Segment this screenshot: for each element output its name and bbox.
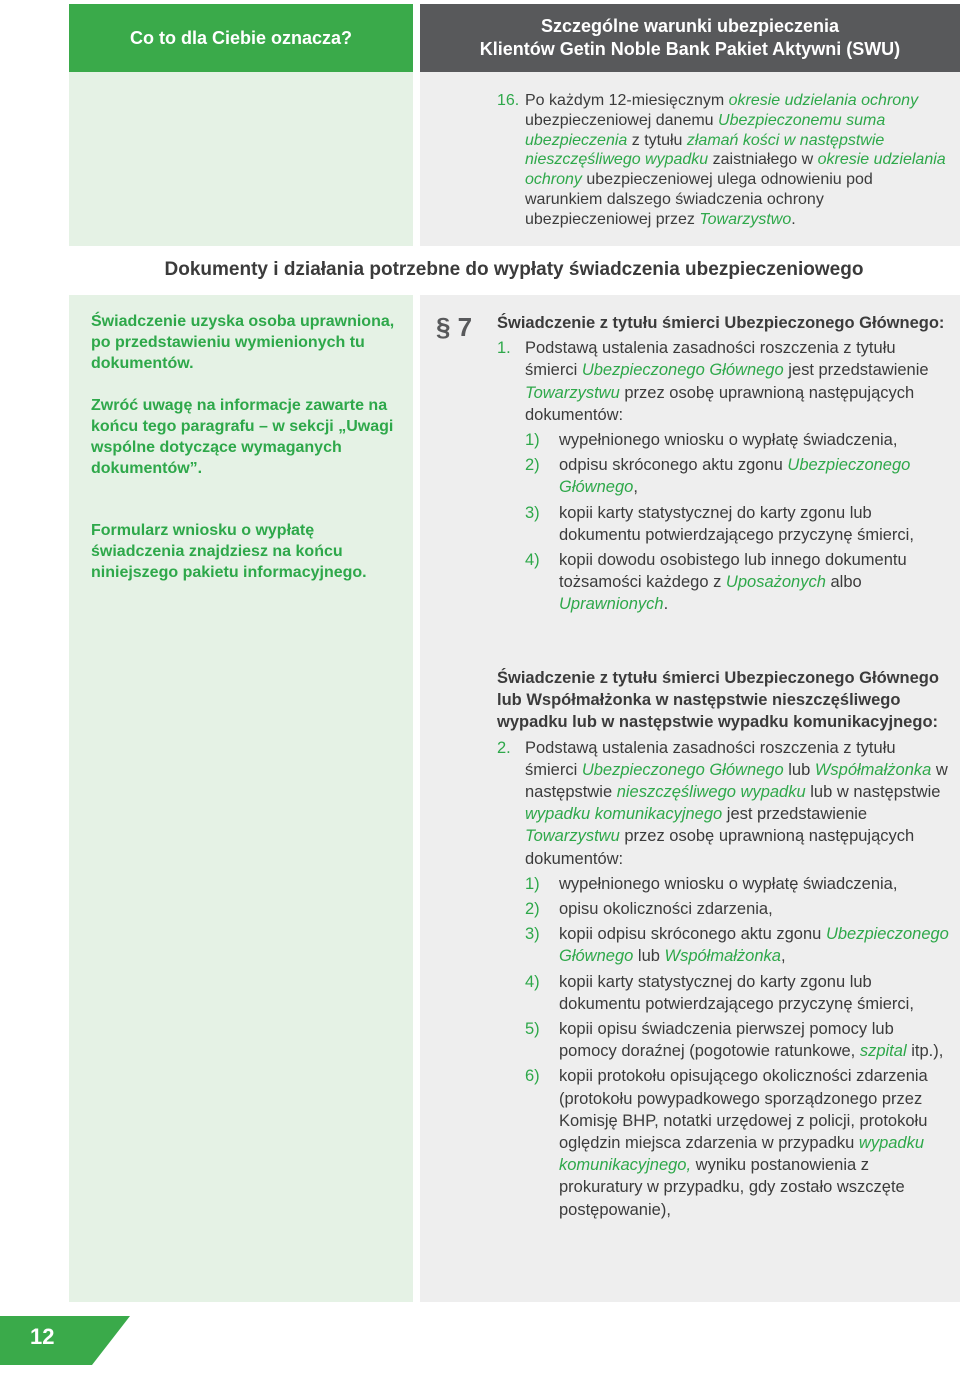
left-header-title: Co to dla Ciebie oznacza? (129, 27, 353, 48)
term-link: okresie udzielania ochrony (728, 92, 919, 109)
top-left-panel (69, 72, 413, 246)
left-header (69, 4, 413, 72)
block-heading: Świadczenie z tytułu śmierci Ubezpieczonego Głównego: (497, 314, 945, 332)
list-item: 1) wypełnionego wniosku o wypłatę świadczenia, (525, 431, 898, 450)
right-header-title-line2: Klientów Getin Noble Bank Pakiet Aktywni (SWU) (479, 39, 901, 59)
page-number-badge (0, 1316, 130, 1365)
clause-16-text: Po każdym 12-miesięcznym okresie udzielania ochrony ubezpieczeniowej danemu Ubezpieczonemu suma ubezpieczenia z tytułu złamań kości w następstwie nieszczęśliwego wypadku zaistniałego w okresie udzielania ochrony ubezpieczeniowej ulega odnowieniu pod warunkiem dalszego świadczenia ochrony ubezpieczeniowej przez Towarzystwo. (525, 92, 946, 228)
list-item: 4) kopii karty statystycznej do karty zgonu lub dokumentu potwierdzającego przyczynę śmierci, (525, 972, 914, 1013)
page-number: 12 (30, 1324, 55, 1349)
list-item: 4) kopii dowodu osobistego lub innego dokumentu tożsamości każdego z Uposażonych albo Uprawnionych. (525, 551, 907, 614)
right-header-title-line1: Szczególne warunki ubezpieczenia (540, 16, 840, 36)
right-header (420, 4, 960, 72)
clause-16 (497, 91, 952, 230)
clause-1: 1. Podstawą ustalenia zasadności roszczenia z tytułu śmierci Ubezpieczonego Głównego jest przedstawienie Towarzystwu przez osobę uprawnioną następujących dokumentów: (497, 339, 929, 424)
term-link: okresie udzielania ochrony (525, 151, 946, 189)
list-item: 2) odpisu skróconego aktu zgonu Ubezpieczonego Głównego, (525, 456, 911, 497)
clause-number: 1. (497, 339, 511, 358)
note-entitled-person: Świadczenie uzyska osoba uprawniona, po przedstawieniu wymienionych tu dokumentów. (91, 313, 395, 372)
clause-2: 2. Podstawą ustalenia zasadności roszczenia z tytułu śmierci Ubezpieczonego Głównego lub Współmałżonka w następstwie nieszczęśliwego wypadku lub w następstwie wypadku komunikacyjnego jest przedstawienie Towarzystwu przez osobę uprawnioną następujących dokumentów: (497, 738, 948, 868)
section-title: Dokumenty i działania potrzebne do wypłaty świadczenia ubezpieczeniowego (164, 259, 864, 280)
list-item: 1) wypełnionego wniosku o wypłatę świadczenia, (525, 874, 898, 893)
list-item: 6) kopii protokołu opisującego okoliczności zdarzenia (protokołu powypadkowego sporządzonego przez Komisję BHP, notatki urzędowej z policji, protokołu oględzin miejsca zdarzenia w przypadku wypadku komunikacyjnego, wyniku postanowienia z prokuratury w przypadku, gdy zostało wszczęte postępowanie), (525, 1067, 928, 1219)
accident-death-benefit-block (497, 667, 952, 1221)
list-item: 2) opisu okoliczności zdarzenia, (525, 900, 773, 919)
list-item: 3) kopii karty statystycznej do karty zgonu lub dokumentu potwierdzającego przyczynę śmierci, (525, 503, 914, 544)
term-link: Towarzystwu (525, 383, 620, 402)
block-heading: Świadczenie z tytułu śmierci Ubezpieczonego Głównego lub Współmałżonka w następstwie nieszczęśliwego wypadku lub w następstwie wypadku komunikacyjnego: (497, 669, 939, 732)
note-claim-form: Formularz wniosku o wypłatę świadczenia znajdziesz na końcu niniejszego pakietu informacyjnego. (91, 522, 367, 581)
list-item: 5) kopii opisu świadczenia pierwszej pomocy lub pomocy doraźnej (pogotowie ratunkowe, szpital itp.), (525, 1020, 944, 1061)
term-link: złamań kości w następstwie nieszczęśliwego wypadku (525, 131, 885, 169)
note-common-remarks: Zwróć uwagę na informacje zawarte na końcu tego paragrafu – w sekcji „Uwagi wspólne dotyczące wymaganych dokumentów”. (91, 397, 394, 477)
clause-number: 2. (497, 738, 511, 757)
term-link: Ubezpieczonego Głównego (581, 361, 784, 380)
paragraph-mark: § 7 (436, 312, 473, 342)
clause-number: 16. (497, 92, 520, 109)
term-link: Towarzystwo (699, 210, 792, 228)
term-link: Ubezpieczonemu suma ubezpieczenia (525, 111, 886, 149)
list-item: 3) kopii odpisu skróconego aktu zgonu Ubezpieczonego Głównego lub Współmałżonka, (525, 925, 949, 966)
death-benefit-block (497, 312, 952, 616)
